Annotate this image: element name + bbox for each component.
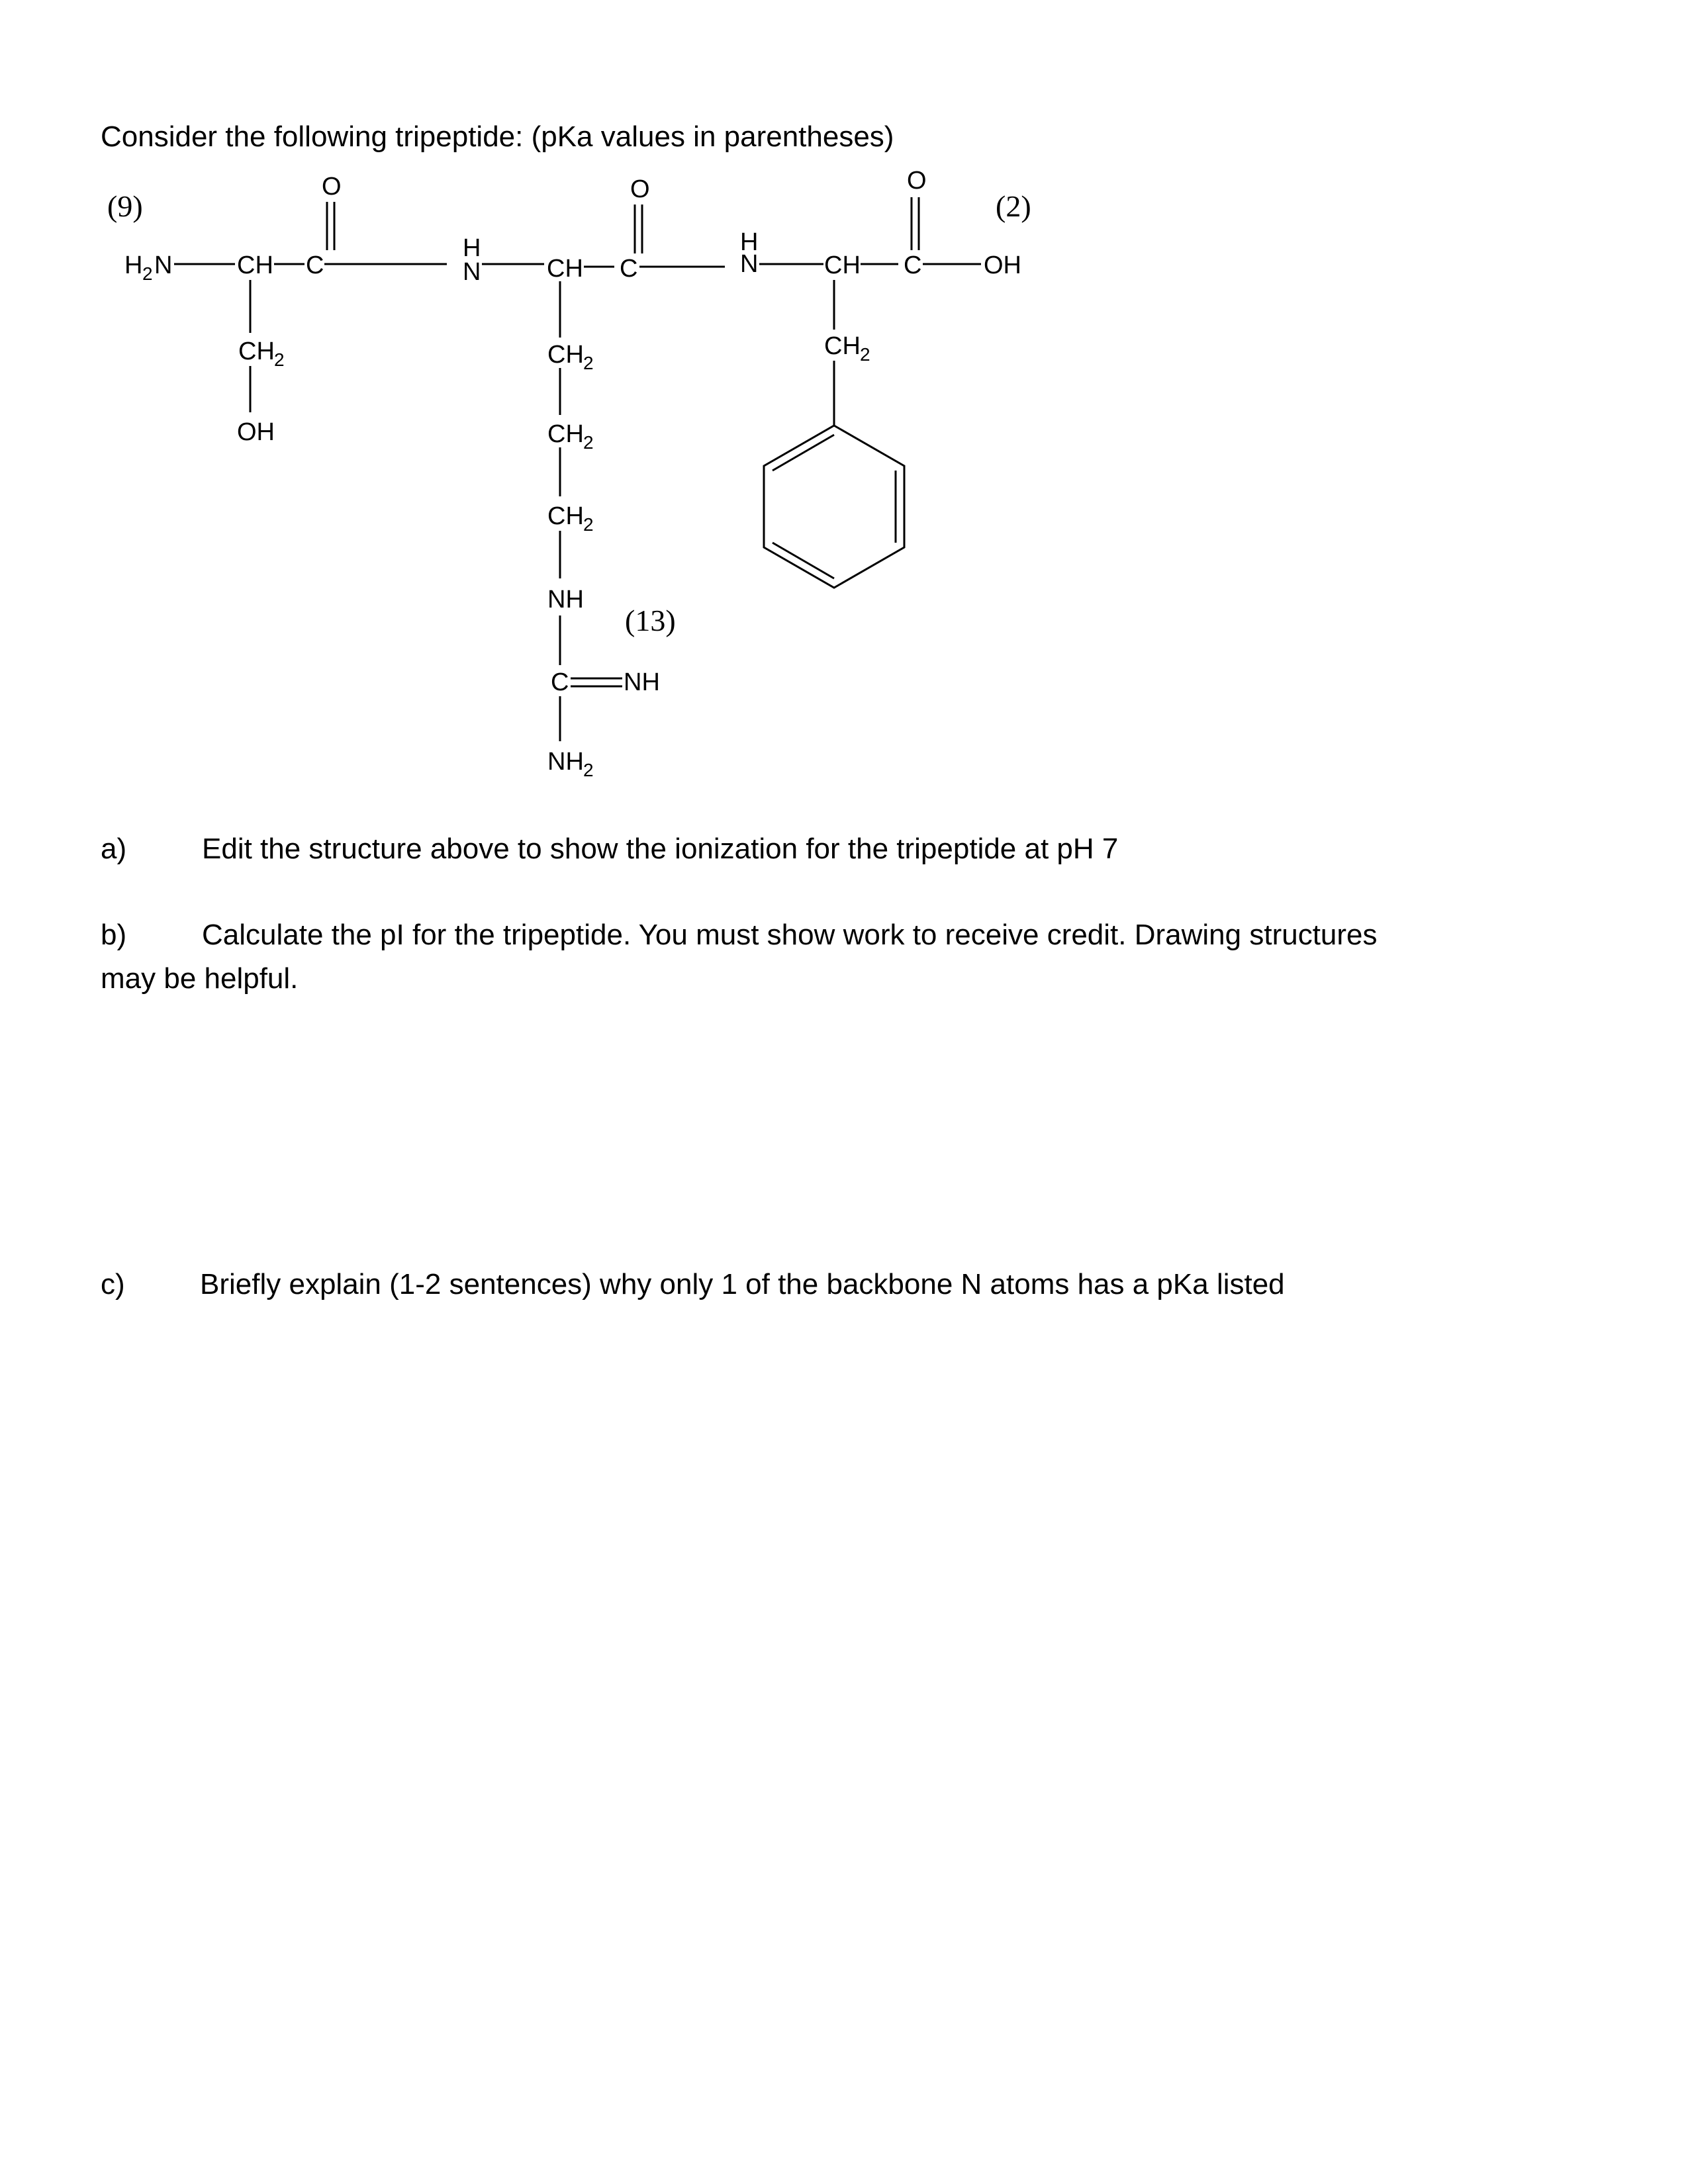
atom-ch2-arg-1: CH [547,341,584,369]
atom-ch2-arg-2: CH [547,420,584,448]
question-c-text: Briefly explain (1-2 sentences) why only 1 of the backbone N atoms has a pKa listed [200,1268,1285,1300]
benzene-ring [764,426,904,588]
atom-ch2-arg-1-sub: 2 [583,353,594,373]
intro-text: Consider the following tripeptide: (pKa values in parentheses) [101,120,894,153]
atom-nh2-arg: NH [547,748,584,776]
atom-n-terminus-sub: 2 [142,263,153,284]
question-b-text: Calculate the pI for the tripeptide. You must show work to receive credit. Drawing structures [202,919,1378,951]
atom-ch2-ser-sub: 2 [274,349,285,370]
pka-n-terminus: (9) [107,189,143,223]
atom-o-3: O [907,167,927,195]
atom-oh-c-terminus: OH [984,251,1021,279]
atom-n-2: N [740,250,759,278]
question-a-text: Edit the structure above to show the ionization for the tripeptide at pH 7 [202,833,1119,865]
atom-ch-2: CH [547,255,583,283]
question-c-label: c) [101,1268,125,1300]
atom-o-2: O [630,175,650,203]
atom-ch2-phe-sub: 2 [860,344,870,365]
pka-c-terminus: (2) [996,189,1031,223]
atom-nh-imine: NH [624,668,660,696]
question-b-continued: may be helpful. [101,962,299,995]
atom-ch2-arg-3: CH [547,502,584,530]
aromatic-bond [773,543,834,578]
atom-ch-3: CH [824,251,861,279]
question-a-label: a) [101,833,127,865]
atom-nh-arg: NH [547,586,584,614]
atom-ch-1: CH [237,251,273,279]
atom-c-3: C [904,251,922,279]
atom-n-terminus-n: N [154,251,173,279]
tripeptide-structure [0,0,1688,807]
atom-ch2-ser: CH [238,338,275,365]
atom-o-1: O [322,173,342,201]
atom-c-guanidino: C [551,668,569,696]
atom-nh2-arg-sub: 2 [583,760,594,780]
atom-ch2-arg-3-sub: 2 [583,514,594,535]
atom-n-1: N [463,258,481,286]
aromatic-bond [773,435,834,471]
atom-c-1: C [306,251,324,279]
atom-ch2-phe: CH [824,332,861,360]
atom-oh-ser: OH [237,418,275,446]
atom-ch2-arg-2-sub: 2 [583,432,594,453]
atom-c-2: C [620,255,638,283]
atom-n-terminus-h: H [124,251,143,279]
question-b-label: b) [101,919,127,951]
atom-h-1: H [463,234,481,262]
atom-h-2: H [740,228,759,256]
pka-side-chain: (13) [625,604,676,637]
